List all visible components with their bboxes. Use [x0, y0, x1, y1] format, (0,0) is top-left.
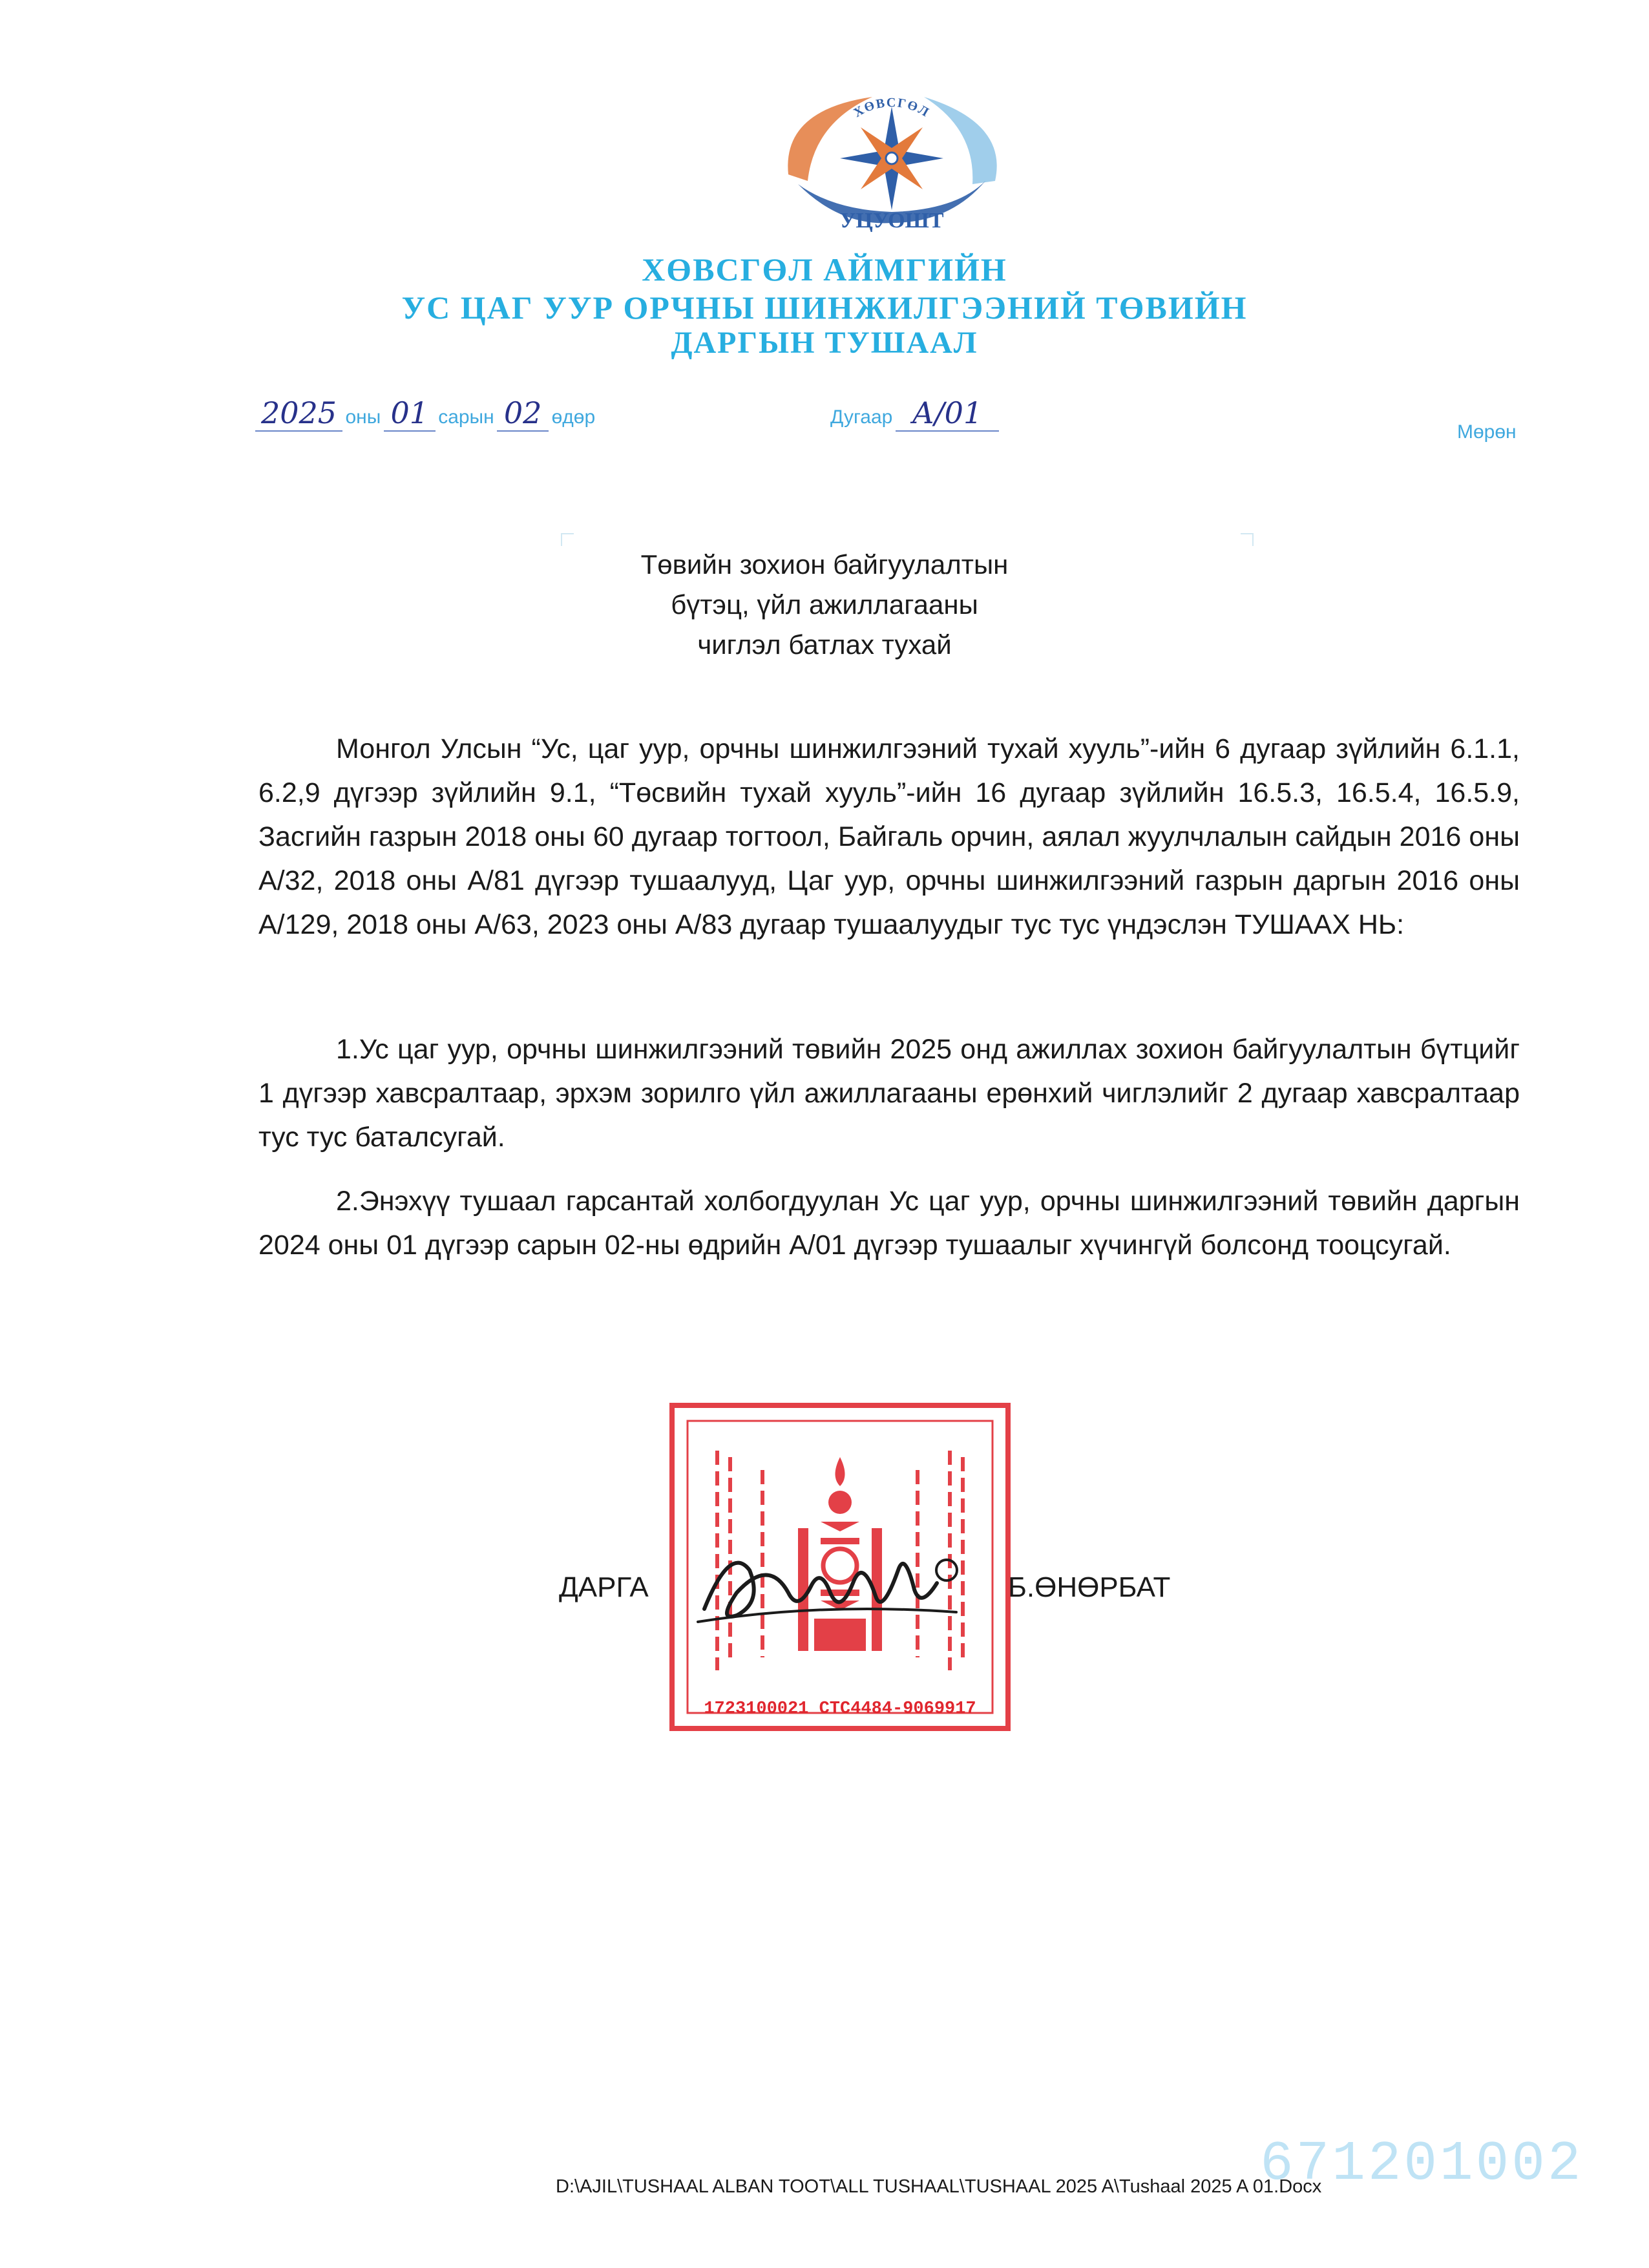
- footer-stamp-number: 671201002: [1260, 2132, 1584, 2196]
- letterhead-line-3: ДАРГЫН ТУШААЛ: [671, 326, 978, 360]
- title-line-2: бүтэц, үйл ажиллагааны: [671, 589, 978, 620]
- letterhead-line-2: УС ЦАГ УУР ОРЧНЫ ШИНЖИЛГЭЭНИЙ ТӨВИЙН: [401, 289, 1248, 326]
- place: Мөрөн: [1457, 421, 1517, 443]
- order-item-2: 2.Энэхүү тушаал гарсантай холбогдуулан Ус цаг уур, орчны шинжилгээний төвийн даргын 2024 оны 01 дүгээр сарын 02-ны өдрийн А/01 дүгээр тушаалыг хүчингүй болсонд тооцсугай.: [258, 1186, 1520, 1261]
- title-line-3: чиглэл батлах тухай: [697, 629, 952, 660]
- organization-logo: [762, 71, 1021, 239]
- date-year: 2025: [255, 395, 342, 432]
- date-field: [255, 395, 595, 432]
- handwritten-signature: [691, 1531, 963, 1641]
- scan-mark: [1241, 533, 1254, 546]
- scan-mark: [561, 533, 574, 546]
- date-day-suffix: өдөр: [551, 406, 596, 428]
- signer-role: ДАРГА: [559, 1571, 649, 1603]
- signature-icon: [691, 1531, 963, 1641]
- letterhead-line-1: ХӨВСГӨЛ АЙМГИЙН: [642, 251, 1007, 288]
- compass-rose-emblem-icon: [762, 71, 1021, 239]
- title-line-1: Төвийн зохион байгуулалтын: [640, 549, 1009, 580]
- preamble-paragraph: Монгол Улсын “Ус, цаг уур, орчны шинжилгээний тухай хууль”-ийн 6 дугаар зүйлийн 6.1.1, 6.2,9 дүгээр зүйлийн 9.1, “Төсвийн тухай хууль”-ийн 16 дугаар зүйлийн 16.5.3, 16.5.4, 16.5.9, Засгийн газрын 2018 оны 60 дугаар тогтоол, Байгаль орчин, аялал жуулчлалын сайдын 2016 оны А/32, 2018 оны А/81 дүгээр тушаалууд, Цаг уур, орчны шинжилгээний газрын даргын 2016 оны А/129, 2018 оны А/63, 2023 оны А/83 дугаар тушаалуудыг тус тус үндэслэн ТУШААХ НЬ:: [258, 733, 1520, 940]
- order-number-field: [830, 395, 999, 432]
- logo-bottom-text: УЦУОШТ: [839, 209, 944, 233]
- order-number-label: Дугаар: [830, 406, 893, 428]
- signer-name: Б.ӨНӨРБАТ: [1008, 1571, 1171, 1603]
- date-day: 02: [497, 395, 549, 432]
- date-month-suffix: сарын: [438, 406, 494, 428]
- date-year-suffix: оны: [345, 406, 381, 428]
- seal-code: 1723100021 СТС4484-9069917: [704, 1699, 976, 1719]
- date-month: 01: [384, 395, 436, 432]
- order-item-1: 1.Ус цаг уур, орчны шинжилгээний төвийн 2025 онд ажиллах зохион байгуулалтын бүтцийг 1 дүгээр хавсралтаар, эрхэм зорилго үйл ажиллагааны ерөнхий чиглэлийг 2 дугаар хавсралтаар тус тус баталсугай.: [258, 1034, 1520, 1153]
- logo-top-text: ХӨВСГӨЛ: [851, 95, 932, 120]
- order-number: А/01: [896, 395, 999, 432]
- footer-file-path: D:\AJIL\TUSHAAL ALBAN TOOT\ALL TUSHAAL\TUSHAAL 2025 A\Tushaal 2025 A 01.Docx: [556, 2176, 1322, 2197]
